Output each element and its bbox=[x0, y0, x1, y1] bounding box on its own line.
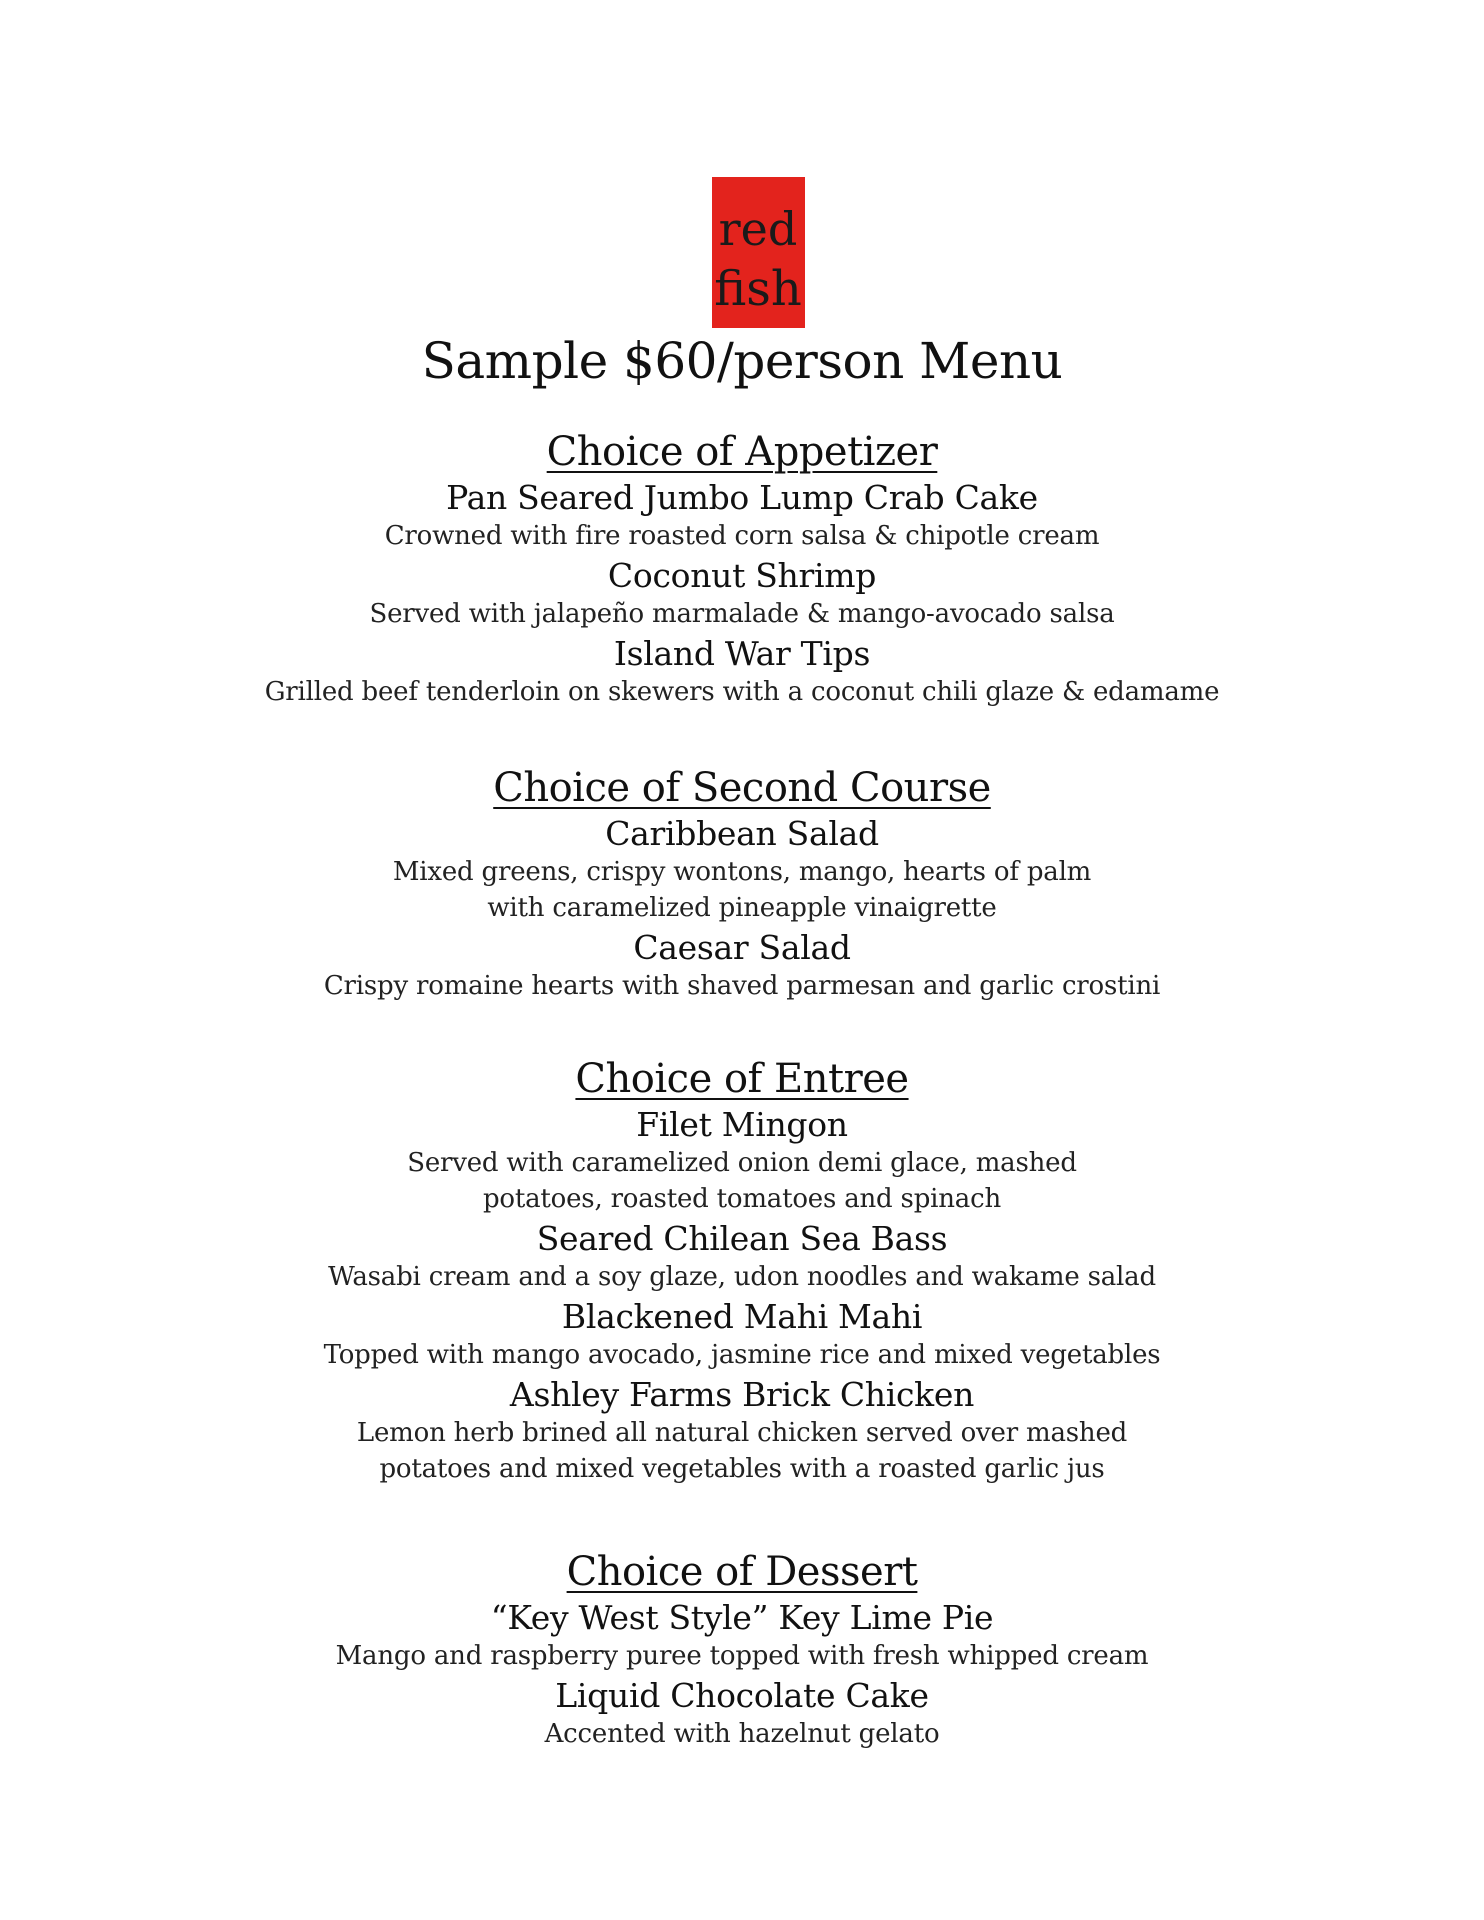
section-appetizer bbox=[0, 428, 1484, 712]
menu-title: Sample $60/person Menu bbox=[421, 332, 1063, 390]
section-heading: Choice of Entree bbox=[575, 1056, 909, 1102]
menu-item-description: Lemon herb brined all natural chicken served over mashed potatoes and mixed vegetables with a roasted garlic jus bbox=[356, 1418, 1128, 1484]
menu-item-description: Served with caramelized onion demi glace, mashed potatoes, roasted tomatoes and spinach bbox=[407, 1148, 1077, 1214]
logo-text-fish: fish bbox=[714, 261, 802, 317]
menu-item-description: Accented with hazelnut gelato bbox=[544, 1719, 940, 1749]
red-fish-logo-mark bbox=[712, 177, 805, 328]
menu-item-name: Blackened Mahi Mahi bbox=[561, 1297, 923, 1336]
menu-item-name: “Key West Style” Key Lime Pie bbox=[490, 1598, 994, 1637]
menu-item-description: Crowned with fire roasted corn salsa & chipotle cream bbox=[384, 521, 1100, 551]
menu-item-description: Topped with mango avocado, jasmine rice and mixed vegetables bbox=[323, 1340, 1161, 1370]
menu-item-description: Served with jalapeño marmalade & mango-avocado salsa bbox=[369, 599, 1115, 629]
logo-text-red: red bbox=[718, 202, 798, 256]
menu-item-description: Mixed greens, crispy wontons, mango, hearts of palm with caramelized pineapple vinaigrette bbox=[392, 857, 1092, 923]
menu-item-name: Liquid Chocolate Cake bbox=[555, 1676, 929, 1715]
menu-item-name: Caesar Salad bbox=[633, 928, 851, 967]
menu-item-description: Crispy romaine hearts with shaved parmesan and garlic crostini bbox=[323, 971, 1161, 1001]
menu-item-name: Island War Tips bbox=[613, 634, 871, 673]
section-entree bbox=[0, 1055, 1484, 1489]
menu-item-name: Seared Chilean Sea Bass bbox=[536, 1219, 948, 1258]
red-fish-logo bbox=[712, 177, 805, 328]
menu-item-name: Coconut Shrimp bbox=[607, 556, 877, 595]
menu-item-name: Filet Mingon bbox=[636, 1105, 848, 1144]
section-heading: Choice of Second Course bbox=[493, 765, 991, 811]
section-second-course bbox=[0, 764, 1484, 1006]
menu-item-description: Wasabi cream and a soy glaze, udon noodles and wakame salad bbox=[328, 1262, 1156, 1292]
section-heading: Choice of Appetizer bbox=[546, 429, 938, 475]
menu-item-description: Grilled beef tenderloin on skewers with a coconut chili glaze & edamame bbox=[264, 677, 1220, 707]
section-dessert bbox=[0, 1548, 1484, 1754]
section-heading: Choice of Dessert bbox=[566, 1549, 918, 1595]
menu-item-name: Caribbean Salad bbox=[605, 814, 879, 853]
menu-item-description: Mango and raspberry puree topped with fresh whipped cream bbox=[335, 1641, 1149, 1671]
menu-item-name: Ashley Farms Brick Chicken bbox=[509, 1375, 975, 1414]
menu-item-name: Pan Seared Jumbo Lump Crab Cake bbox=[446, 478, 1038, 517]
